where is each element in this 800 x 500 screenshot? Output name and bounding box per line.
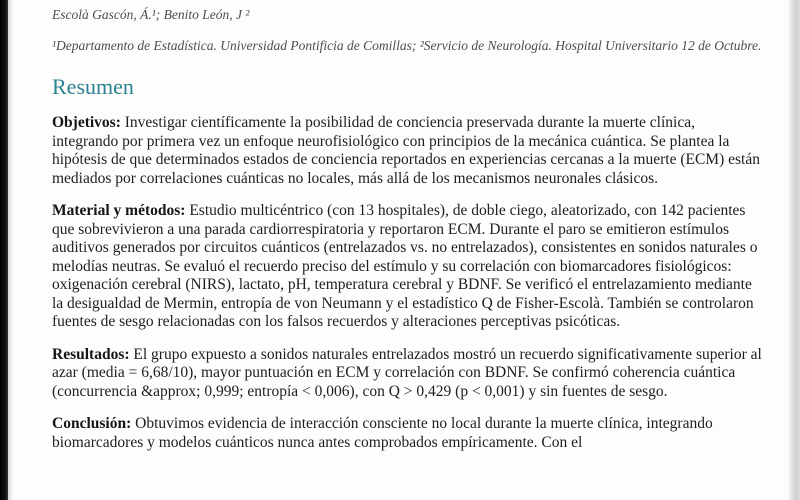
author-line: Escolà Gascón, Á.¹; Benito León, J ² bbox=[52, 7, 250, 22]
page-left-edge-shadow bbox=[8, 0, 14, 500]
objetivos-text: Investigar científicamente la posibilidad de conciencia preservada durante la muerte clínica, integrando por primera vez un enfoque neurofisiológico con principios de la mecánica cuántica. Se plantea la hipótesis de que determinados estados de conciencia reportados en experiencias cercanas a la muerte (ECM) están mediados por correlaciones cuánticas no locales, más allá de los mecanismos neuronales clásicos. bbox=[52, 114, 760, 187]
page-right-edge bbox=[788, 0, 800, 500]
conclusion-label: Conclusión: bbox=[52, 415, 132, 432]
resumen-heading: Resumen bbox=[52, 74, 134, 99]
conclusion-text: Obtuvimos evidencia de interacción consciente no local durante la muerte clínica, integrando biomarcadores y modelos cuánticos nunca antes comprobados empíricamente. Con el bbox=[52, 415, 713, 451]
conclusion-paragraph bbox=[52, 415, 764, 452]
resultados-paragraph bbox=[52, 346, 764, 402]
metodos-text: Estudio multicéntrico (con 13 hospitales), de doble ciego, aleatorizado, con 142 pacientes que sobrevivieron a una parada cardiorrespiratoria y reportaron ECM. Durante el paro se emitieron estímulos auditivos generados por circuitos cuánticos (entrelazados vs. no entrelazados), consistentes en sonidos naturales o melodías neutras. Se evaluó el recuerdo preciso del estímulo y su correlación con biomarcadores fisiológicos: oxigenación cerebral (NIRS), lactato, pH, temperatura cerebral y BDNF. Se verificó el entrelazamiento mediante la desigualdad de Mermin, entropía de von Neumann y el estadístico Q de Fisher-Escolà. También se controlaron fuentes de sesgo relacionadas con los falsos recuerdos y alteraciones perceptivas psicóticas. bbox=[52, 202, 758, 330]
objetivos-paragraph bbox=[52, 114, 764, 188]
abstract-content bbox=[52, 4, 764, 452]
affiliations-line: ¹Departamento de Estadística. Universidad Pontificia de Comillas; ²Servicio de Neurología. Hospital Universitario 12 de Octubre. bbox=[52, 38, 762, 53]
page-left-edge bbox=[0, 0, 8, 500]
resultados-label: Resultados: bbox=[52, 345, 130, 363]
metodos-label: Material y métodos: bbox=[52, 202, 186, 219]
metodos-paragraph bbox=[52, 202, 764, 332]
resultados-text: El grupo expuesto a sonidos naturales entrelazados mostró un recuerdo significativamente superior al azar (media = 6,68/10), mayor puntuación en ECM y correlación con BDNF. Se confirmó coherencia cuántica (concurrencia &approx; 0,999; entropía < 0,006), con Q > 0,429 (p < 0,001) y sin fuentes de sesgo. bbox=[52, 345, 762, 400]
objetivos-label: Objetivos: bbox=[52, 114, 121, 131]
